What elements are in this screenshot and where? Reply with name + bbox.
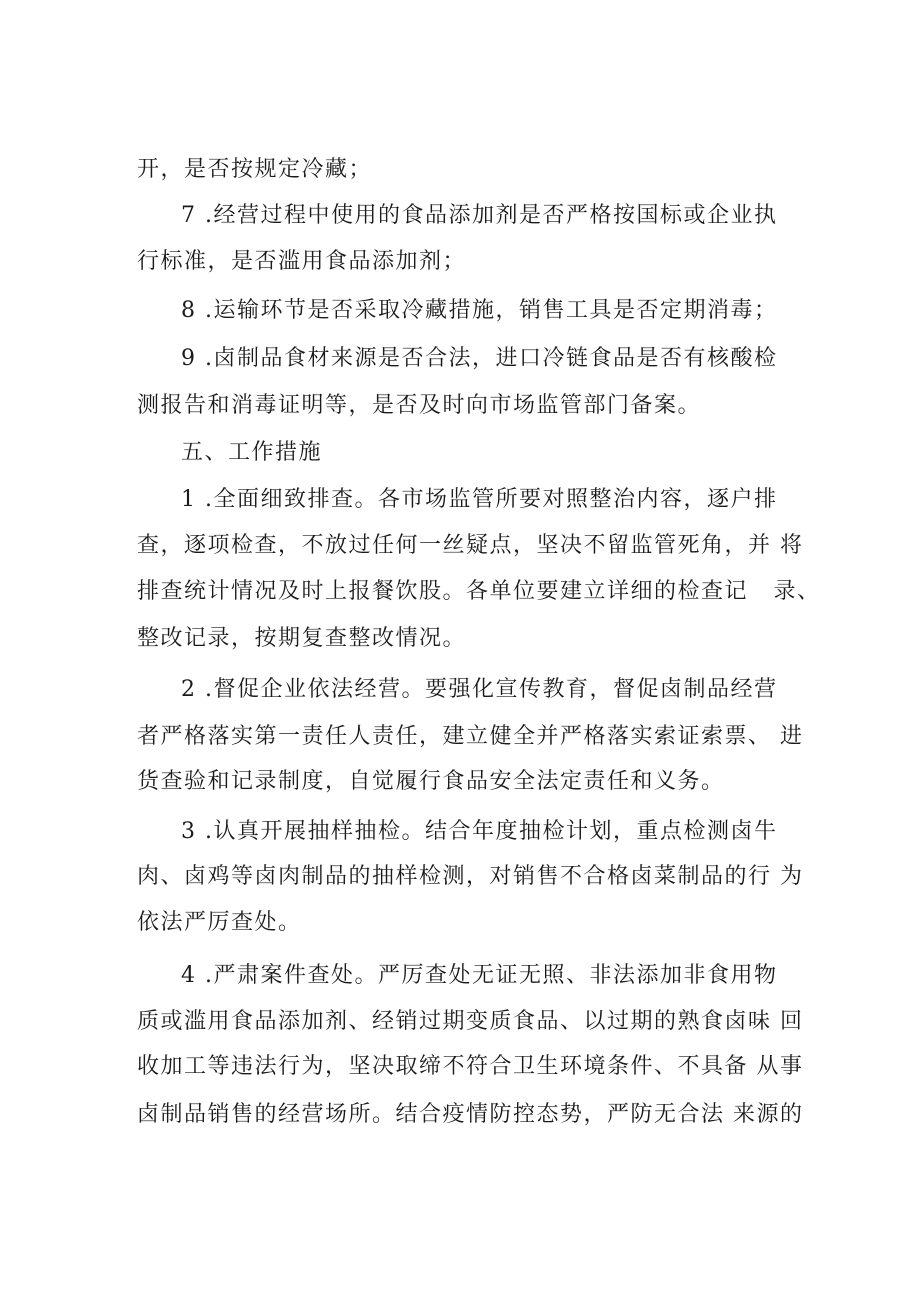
list-item-8: 8 .运输环节是否采取冷藏措施，销售工具是否定期消毒； — [181, 298, 778, 323]
text-line: 卤制品销售的经营场所。结合疫情防控态势，严防无合法 来源的 — [137, 1102, 804, 1127]
measure-item-2: 2 .督促企业依法经营。要强化宣传教育，督促卤制品经营 — [181, 677, 778, 702]
list-item-9: 9 .卤制品食材来源是否合法，进口冷链食品是否有核酸检 — [181, 346, 778, 371]
measure-item-1: 1 .全面细致排查。各市场监管所要对照整治内容，逐户排 — [181, 487, 778, 512]
measure-item-3: 3 .认真开展抽样抽检。结合年度抽检计划，重点检测卤牛 — [181, 819, 778, 844]
text-line: 排查统计情况及时上报餐饮股。各单位要建立详细的检查记 录、 — [137, 579, 821, 604]
measure-item-4: 4 .严肃案件查处。严厉查处无证无照、非法添加非食用物 — [181, 963, 778, 988]
text-line: 行标准，是否滥用食品添加剂； — [137, 249, 467, 274]
list-item-7: 7 .经营过程中使用的食品添加剂是否严格按国标或企业执 — [181, 203, 778, 228]
text-line: 质或滥用食品添加剂、经销过期变质食品、以过期的熟食卤味 回 — [137, 1009, 804, 1034]
section-heading: 五、工作措施 — [181, 440, 323, 465]
text-line: 者严格落实第一责任人责任，建立健全并严格落实索证索票、 进 — [137, 724, 804, 749]
text-line: 依法严厉查处。 — [137, 910, 302, 935]
text-line: 测报告和消毒证明等，是否及时向市场监管部门备案。 — [137, 393, 702, 418]
text-line: 肉、卤鸡等卤肉制品的抽样检测，对销售不合格卤菜制品的行 为 — [137, 864, 804, 889]
text-line: 查，逐项检查，不放过任何一丝疑点，坚决不留监管死角，并 将 — [137, 533, 804, 558]
text-line: 开，是否按规定冷藏； — [137, 157, 373, 182]
text-line: 收加工等违法行为，坚决取缔不符合卫生环境条件、不具备 从事 — [137, 1054, 804, 1079]
text-line: 整改记录，按期复查整改情况。 — [137, 626, 467, 651]
text-line: 货查验和记录制度，自觉履行食品安全法定责任和义务。 — [137, 769, 725, 794]
